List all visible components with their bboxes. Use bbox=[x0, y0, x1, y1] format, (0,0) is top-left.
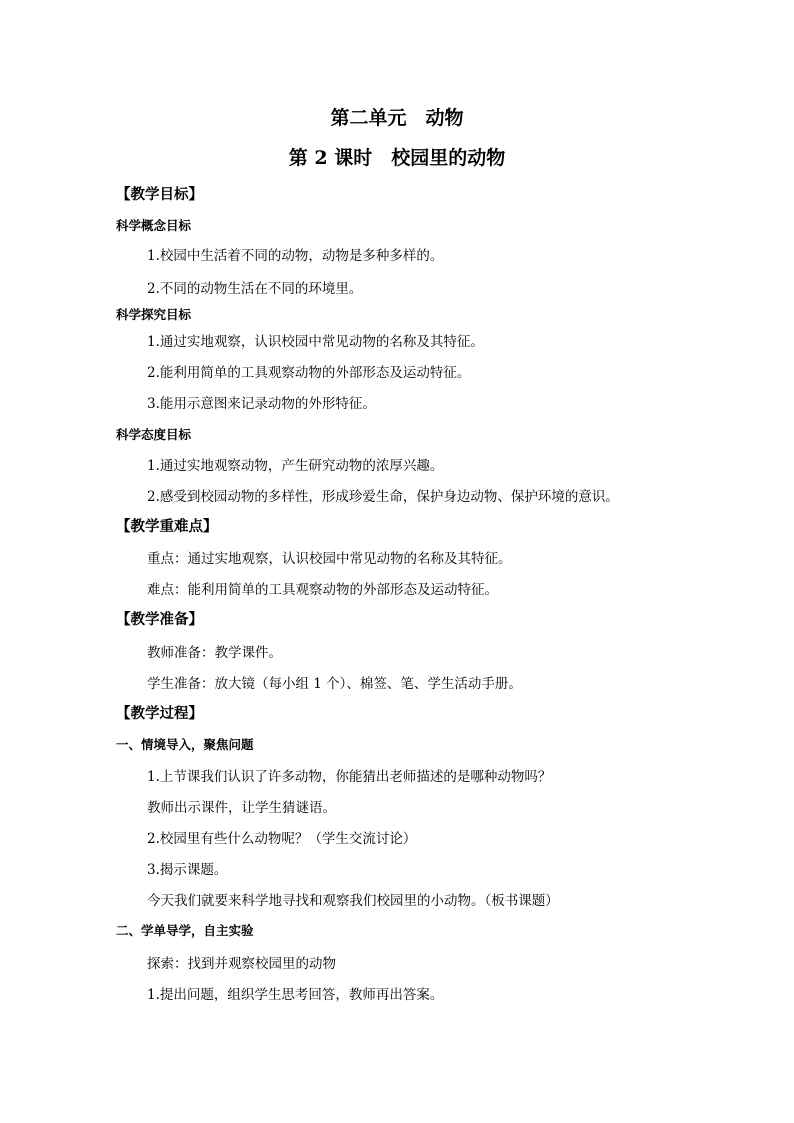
subheading-concept-goals: 科学概念目标 bbox=[116, 218, 192, 233]
inquiry-goal-item: 2.能利用简单的工具观察动物的外部形态及运动特征。 bbox=[147, 365, 471, 381]
process-item: 探索：找到并观察校园里的动物 bbox=[147, 956, 336, 972]
process-item: 3.揭示课题。 bbox=[147, 862, 228, 878]
concept-goal-item: 2.不同的动物生活在不同的环境里。 bbox=[147, 281, 363, 297]
unit-title: 第二单元 动物 bbox=[330, 107, 464, 129]
section-heading-key-points: 【教学重难点】 bbox=[116, 518, 218, 535]
attitude-goal-item: 1.通过实地观察动物，产生研究动物的浓厚兴趣。 bbox=[147, 458, 444, 474]
inquiry-goal-item: 3.能用示意图来记录动物的外形特征。 bbox=[147, 396, 376, 412]
process-item: 今天我们就要来科学地寻找和观察我们校园里的小动物。（板书课题） bbox=[147, 893, 559, 909]
process-item: 1.提出问题，组织学生思考回答，教师再出答案。 bbox=[147, 987, 444, 1003]
teacher-preparation: 教师准备：教学课件。 bbox=[147, 645, 282, 661]
section-heading-process: 【教学过程】 bbox=[116, 705, 203, 722]
process-item: 2.校园里有些什么动物呢？（学生交流讨论） bbox=[147, 831, 417, 847]
subheading-inquiry-goals: 科学探究目标 bbox=[116, 307, 192, 322]
student-preparation: 学生准备：放大镜（每小组 1 个）、棉签、笔、学生活动手册。 bbox=[147, 676, 522, 692]
process-item: 1.上节课我们认识了许多动物，你能猜出老师描述的是哪种动物吗？ bbox=[147, 769, 552, 785]
key-point-item: 重点：通过实地观察，认识校园中常见动物的名称及其特征。 bbox=[147, 551, 512, 567]
process-part1-heading: 一、情境导入，聚焦问题 bbox=[116, 737, 254, 752]
process-item: 教师出示课件，让学生猜谜语。 bbox=[147, 800, 336, 816]
subheading-attitude-goals: 科学态度目标 bbox=[116, 427, 192, 442]
process-part2-heading: 二、学单导学，自主实验 bbox=[116, 923, 254, 938]
concept-goal-item: 1.校园中生活着不同的动物，动物是多种多样的。 bbox=[147, 248, 444, 264]
attitude-goal-item: 2.感受到校园动物的多样性，形成珍爱生命，保护身边动物、保护环境的意识。 bbox=[147, 489, 619, 505]
difficulty-item: 难点：能利用简单的工具观察动物的外部形态及运动特征。 bbox=[147, 582, 498, 598]
section-heading-objectives: 【教学目标】 bbox=[116, 186, 203, 203]
section-heading-preparation: 【教学准备】 bbox=[116, 611, 203, 628]
lesson-title: 第 2 课时 校园里的动物 bbox=[288, 147, 506, 169]
inquiry-goal-item: 1.通过实地观察，认识校园中常见动物的名称及其特征。 bbox=[147, 334, 484, 350]
